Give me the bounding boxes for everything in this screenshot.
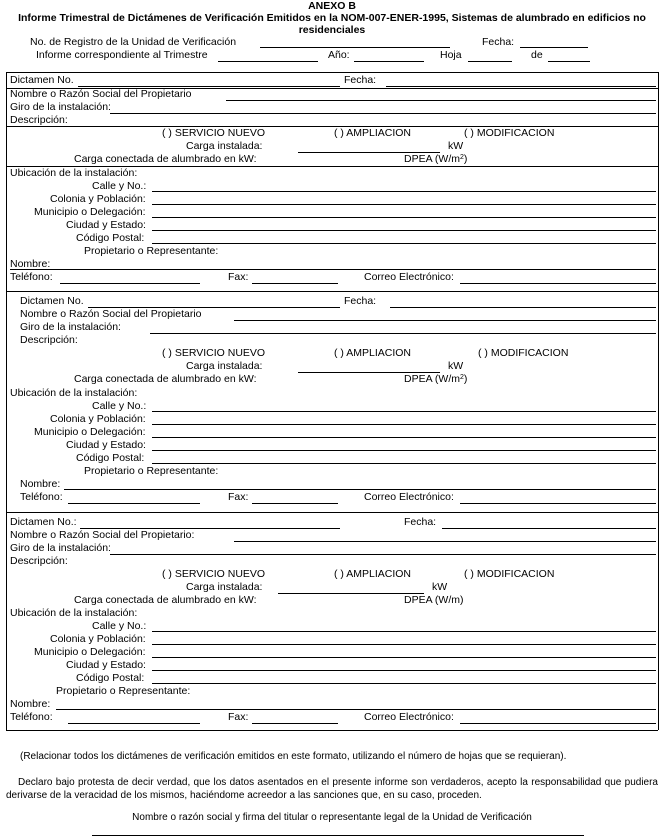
nombre-field[interactable] — [10, 269, 656, 270]
year-field[interactable] — [354, 61, 424, 62]
ubicacion-label: Ubicación de la instalación: — [10, 387, 138, 399]
colonia-label: Colonia y Población: — [50, 413, 146, 425]
colonia-field[interactable] — [152, 204, 656, 205]
giro-field[interactable] — [110, 554, 656, 555]
option-ampliacion[interactable]: ( ) AMPLIACION — [334, 347, 412, 359]
fax-label: Fax: — [228, 711, 249, 723]
municipio-label: Municipio o Delegación: — [34, 206, 146, 218]
signature-label: Nombre o razón social y firma del titular o representante legal de la Unidad de Verificación — [132, 812, 532, 823]
option-modificacion[interactable]: ( ) MODIFICACION — [478, 347, 569, 359]
ubicacion-label: Ubicación de la instalación: — [10, 607, 138, 619]
owner-field[interactable] — [234, 320, 656, 321]
option-servicio-nuevo[interactable]: ( ) SERVICIO NUEVO — [162, 568, 266, 580]
municipio-field[interactable] — [152, 437, 656, 438]
fax-field[interactable] — [252, 503, 338, 504]
owner-field[interactable] — [226, 100, 656, 101]
annex-title: ANEXO B — [308, 0, 356, 12]
carga-conectada-label: Carga conectada de alumbrado en kW: — [74, 594, 257, 606]
telefono-label: Teléfono: — [10, 711, 53, 723]
propietario-label: Propietario o Representante: — [84, 465, 219, 477]
giro-label: Giro de la instalación: — [20, 321, 121, 333]
cp-label: Código Postal: — [76, 452, 145, 464]
ubicacion-label: Ubicación de la instalación: — [10, 167, 138, 179]
giro-field[interactable] — [150, 333, 656, 334]
kw-unit: kW — [432, 581, 448, 593]
kw-unit: kW — [448, 360, 464, 372]
signature-line[interactable] — [92, 835, 584, 836]
telefono-label: Teléfono: — [10, 271, 53, 283]
colonia-label: Colonia y Población: — [50, 193, 146, 205]
option-modificacion[interactable]: ( ) MODIFICACION — [464, 127, 555, 139]
header-date-field[interactable] — [520, 47, 588, 48]
option-servicio-nuevo[interactable]: ( ) SERVICIO NUEVO — [162, 127, 266, 139]
carga-conectada-label: Carga conectada de alumbrado en kW: — [74, 373, 257, 385]
row-divider — [6, 126, 658, 127]
option-ampliacion[interactable]: ( ) AMPLIACION — [334, 568, 412, 580]
footer-note: (Relacionar todos los dictámenes de verificación emitidos en este formato, utilizando el número de hojas que se requieran). — [20, 751, 567, 762]
header-date-label: Fecha: — [482, 36, 515, 48]
dictamen-date-field[interactable] — [386, 86, 656, 87]
ciudad-field[interactable] — [152, 670, 656, 671]
form-border-right — [658, 72, 659, 730]
dictamen-date-label: Fecha: — [404, 516, 437, 528]
correo-field[interactable] — [460, 503, 656, 504]
owner-label: Nombre o Razón Social del Propietario: — [10, 529, 195, 541]
carga-label: Carga instalada: — [186, 360, 263, 372]
fax-label: Fax: — [228, 491, 249, 503]
dictamen-label: Dictamen No. — [10, 74, 74, 86]
giro-label: Giro de la instalación: — [10, 542, 111, 554]
owner-label: Nombre o Razón Social del Propietario — [20, 308, 202, 320]
correo-field[interactable] — [460, 283, 656, 284]
form-border-bottom — [6, 730, 658, 731]
correo-label: Correo Electrónico: — [364, 711, 454, 723]
ciudad-field[interactable] — [152, 450, 656, 451]
colonia-field[interactable] — [152, 644, 656, 645]
owner-label: Nombre o Razón Social del Propietario — [10, 88, 192, 100]
municipio-field[interactable] — [152, 657, 656, 658]
ciudad-field[interactable] — [152, 230, 656, 231]
option-ampliacion[interactable]: ( ) AMPLIACION — [334, 127, 412, 139]
cp-label: Código Postal: — [76, 232, 145, 244]
carga-label: Carga instalada: — [186, 581, 263, 593]
header-divider — [6, 72, 658, 73]
propietario-label: Propietario o Representante: — [84, 245, 219, 257]
dictamen-date-field[interactable] — [442, 528, 656, 529]
dictamen-date-label: Fecha: — [344, 74, 377, 86]
calle-field[interactable] — [152, 411, 656, 412]
dictamen-label: Dictamen No. — [20, 295, 84, 307]
registry-label: No. de Registro de la Unidad de Verificación — [30, 36, 237, 48]
year-label: Año: — [328, 49, 350, 61]
colonia-field[interactable] — [152, 424, 656, 425]
propietario-label: Propietario o Representante: — [56, 685, 191, 697]
nombre-label: Nombre: — [20, 478, 61, 490]
carga-label: Carga instalada: — [186, 140, 263, 152]
dpea-label: DPEA $(W/m^2)$ — [404, 373, 468, 385]
ciudad-label: Ciudad y Estado: — [66, 439, 146, 451]
nombre-field[interactable] — [56, 709, 656, 710]
telefono-field[interactable] — [60, 283, 200, 284]
kw-unit: kW — [448, 140, 464, 152]
telefono-label: Teléfono: — [20, 491, 63, 503]
telefono-field[interactable] — [68, 503, 200, 504]
report-title: Informe Trimestral de Dictámenes de Verificación Emitidos en la NOM-007-ENER-1995, Sistemas de alumbrado en edificios no — [18, 12, 646, 24]
declaration-text: Declaro bajo protesta de decir verdad, que los datos asentados en el presente informe son verdaderos, acepto la responsabilidad que pudiera derivarse de la veracidad de los mismos, haciéndome acreedor a las sanciones que, en su caso, proceden. — [6, 777, 658, 801]
nombre-label: Nombre: — [10, 258, 51, 270]
sheet-field[interactable] — [468, 61, 512, 62]
ciudad-label: Ciudad y Estado: — [66, 659, 146, 671]
section-divider — [6, 512, 658, 513]
colonia-label: Colonia y Población: — [50, 633, 146, 645]
report-title-cont: residenciales — [298, 24, 366, 36]
cp-field[interactable] — [152, 243, 656, 244]
municipio-label: Municipio o Delegación: — [34, 426, 146, 438]
correo-field[interactable] — [460, 723, 656, 724]
calle-label: Calle y No.: — [92, 400, 147, 412]
of-field[interactable] — [548, 61, 590, 62]
nombre-label: Nombre: — [10, 698, 51, 710]
giro-field[interactable] — [110, 113, 656, 114]
sheet-label: Hoja — [440, 49, 462, 61]
carga-conectada-label: Carga conectada de alumbrado en kW: — [74, 153, 257, 165]
cp-field[interactable] — [152, 463, 656, 464]
fax-field[interactable] — [252, 723, 338, 724]
dpea-label: DPEA (W/m) — [404, 594, 464, 606]
municipio-field[interactable] — [152, 217, 656, 218]
dpea-label: DPEA $(W/m^2)$ — [404, 153, 468, 165]
dictamen-field[interactable] — [78, 86, 340, 87]
telefono-field[interactable] — [68, 723, 200, 724]
giro-label: Giro de la instalación: — [10, 101, 111, 113]
calle-label: Calle y No.: — [92, 180, 147, 192]
registry-field[interactable] — [260, 47, 450, 48]
descripcion-label: Descripción: — [10, 114, 68, 126]
nombre-field[interactable] — [64, 489, 656, 490]
correo-label: Correo Electrónico: — [364, 271, 454, 283]
dictamen-date-field[interactable] — [390, 307, 656, 308]
form-border-left — [6, 72, 7, 730]
fax-field[interactable] — [252, 283, 338, 284]
cp-label: Código Postal: — [76, 672, 145, 684]
descripcion-label: Descripción: — [20, 334, 78, 346]
calle-label: Calle y No.: — [92, 620, 147, 632]
of-label: de — [531, 49, 543, 61]
option-modificacion[interactable]: ( ) MODIFICACION — [464, 568, 555, 580]
fax-label: Fax: — [228, 271, 249, 283]
calle-field[interactable] — [152, 631, 656, 632]
calle-field[interactable] — [152, 191, 656, 192]
descripcion-label: Descripción: — [10, 555, 68, 567]
section-divider — [6, 291, 658, 292]
option-servicio-nuevo[interactable]: ( ) SERVICIO NUEVO — [162, 347, 266, 359]
municipio-label: Municipio o Delegación: — [34, 646, 146, 658]
dictamen-date-label: Fecha: — [344, 295, 377, 307]
quarter-field[interactable] — [218, 61, 318, 62]
owner-field[interactable] — [234, 541, 656, 542]
cp-field[interactable] — [152, 683, 656, 684]
dictamen-label: Dictamen No.: — [10, 516, 77, 528]
ciudad-label: Ciudad y Estado: — [66, 219, 146, 231]
quarter-label: Informe correspondiente al Trimestre — [36, 49, 208, 61]
carga-field[interactable] — [278, 593, 424, 594]
correo-label: Correo Electrónico: — [364, 491, 454, 503]
